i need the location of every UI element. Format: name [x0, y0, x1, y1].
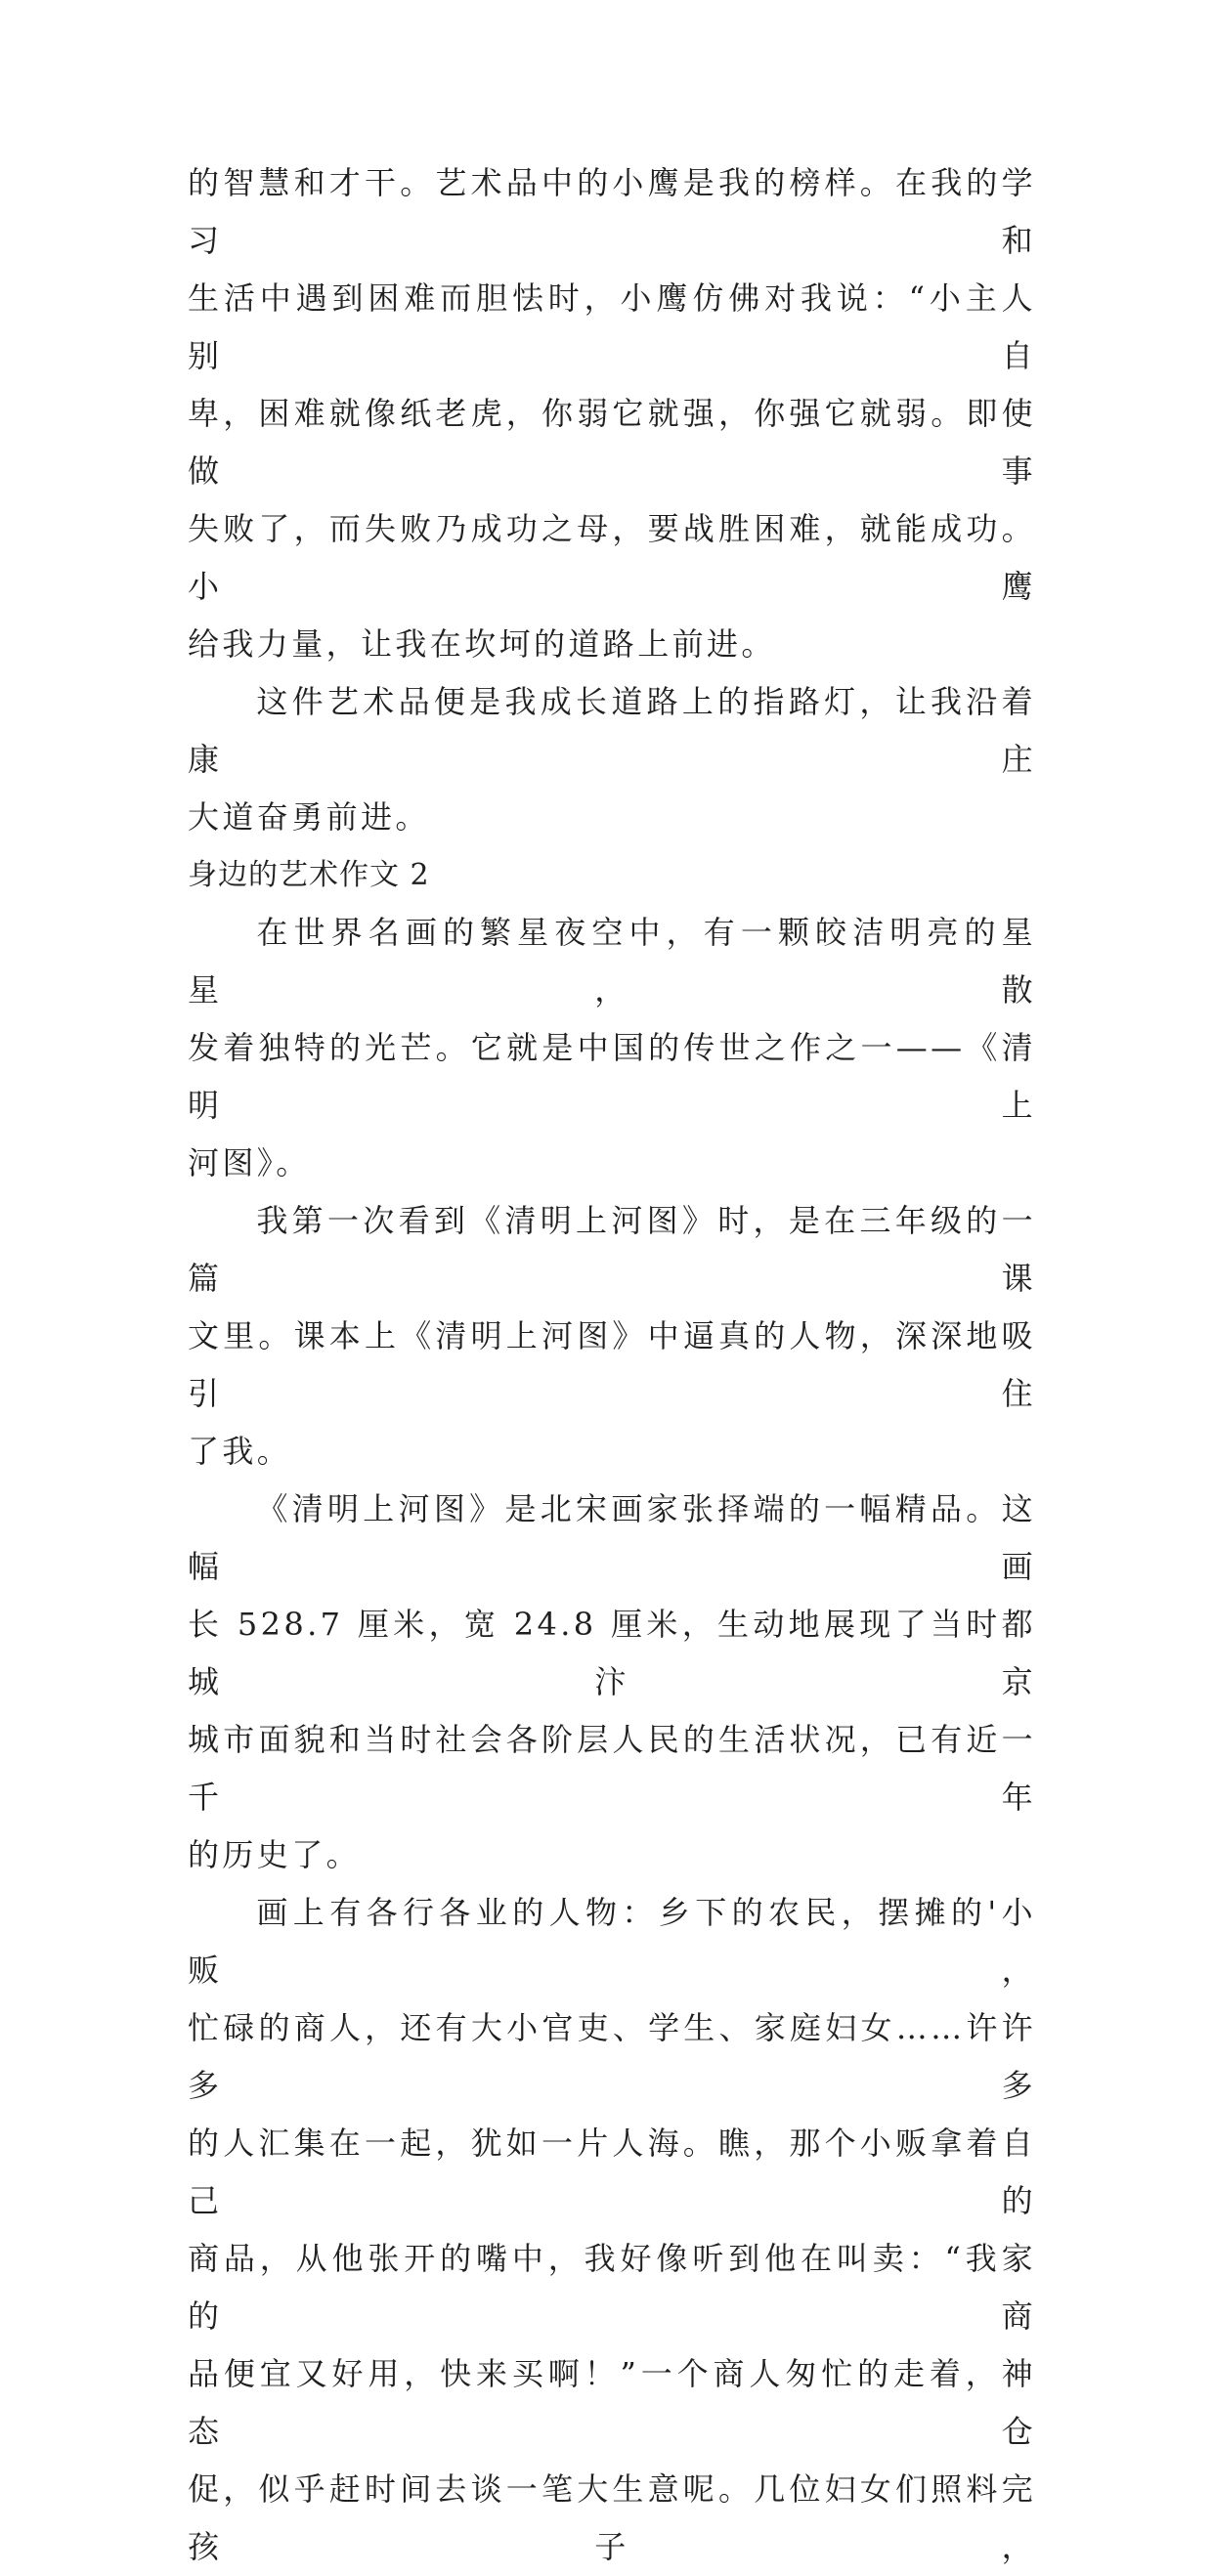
- paragraph-1-line-2: 生活中遇到困难而胆怯时，小鹰仿佛对我说：“小主人别自: [188, 279, 1036, 374]
- paragraph-4-line-2: 文里。课本上《清明上河图》中逼真的人物，深深地吸引住: [188, 1317, 1036, 1412]
- paragraph-5-line-4: 的历史了。: [188, 1836, 362, 1873]
- section-heading: 身边的艺术作文 2: [188, 858, 430, 892]
- paragraph-1-line-3: 卑，困难就像纸老虎，你弱它就强，你强它就弱。即使做事: [188, 395, 1036, 490]
- paragraph-6-line-2: 忙碌的商人，还有大小官吏、学生、家庭妇女……许许多多: [188, 2009, 1036, 2104]
- paragraph-1-line-5: 给我力量，让我在坎坷的道路上前进。: [188, 625, 776, 663]
- paragraph-3-line-2: 发着独特的光芒。它就是中国的传世之作之一——《清明上: [188, 1029, 1036, 1124]
- paragraph-2-line-1: 这件艺术品便是我成长道路上的指路灯，让我沿着康庄: [188, 683, 1036, 778]
- paragraph-6-line-3: 的人汇集在一起，犹如一片人海。瞧，那个小贩拿着自己的: [188, 2125, 1036, 2219]
- paragraph-5-line-3: 城市面貌和当时社会各阶层人民的生活状况，已有近一千年: [188, 1721, 1036, 1816]
- paragraph-1-line-4: 失败了，而失败乃成功之母，要战胜困难，就能成功。小鹰: [188, 510, 1036, 605]
- paragraph-3-line-1: 在世界名画的繁星夜空中，有一颗皎洁明亮的星星，散: [188, 914, 1036, 1009]
- paragraph-6-line-4: 商品，从他张开的嘴中，我好像听到他在叫卖：“我家的商: [188, 2240, 1036, 2335]
- paragraph-6-line-1: 画上有各行各业的人物：乡下的农民，摆摊的'小贩，: [188, 1894, 1036, 1989]
- paragraph-4-line-3: 了我。: [188, 1433, 292, 1470]
- paragraph-4-line-1: 我第一次看到《清明上河图》时，是在三年级的一篇课: [188, 1202, 1036, 1297]
- paragraph-3-line-3: 河图》。: [188, 1144, 311, 1181]
- paragraph-1-line-1: 的智慧和才干。艺术品中的小鹰是我的榜样。在我的学习和: [188, 164, 1036, 259]
- document-body: [188, 154, 1036, 2576]
- paragraph-6-line-6: 促，似乎赶时间去谈一笔大生意呢。几位妇女们照料完孩子，: [188, 2470, 1036, 2565]
- paragraph-5-line-2: 长 528.7 厘米，宽 24.8 厘米，生动地展现了当时都城汴京: [188, 1606, 1036, 1700]
- paragraph-2-line-2: 大道奋勇前进。: [188, 798, 430, 836]
- paragraph-6-line-5: 品便宜又好用，快来买啊！”一个商人匆忙的走着，神态仓: [188, 2355, 1036, 2450]
- paragraph-5-line-1: 《清明上河图》是北宋画家张择端的一幅精品。这幅画: [188, 1490, 1036, 1585]
